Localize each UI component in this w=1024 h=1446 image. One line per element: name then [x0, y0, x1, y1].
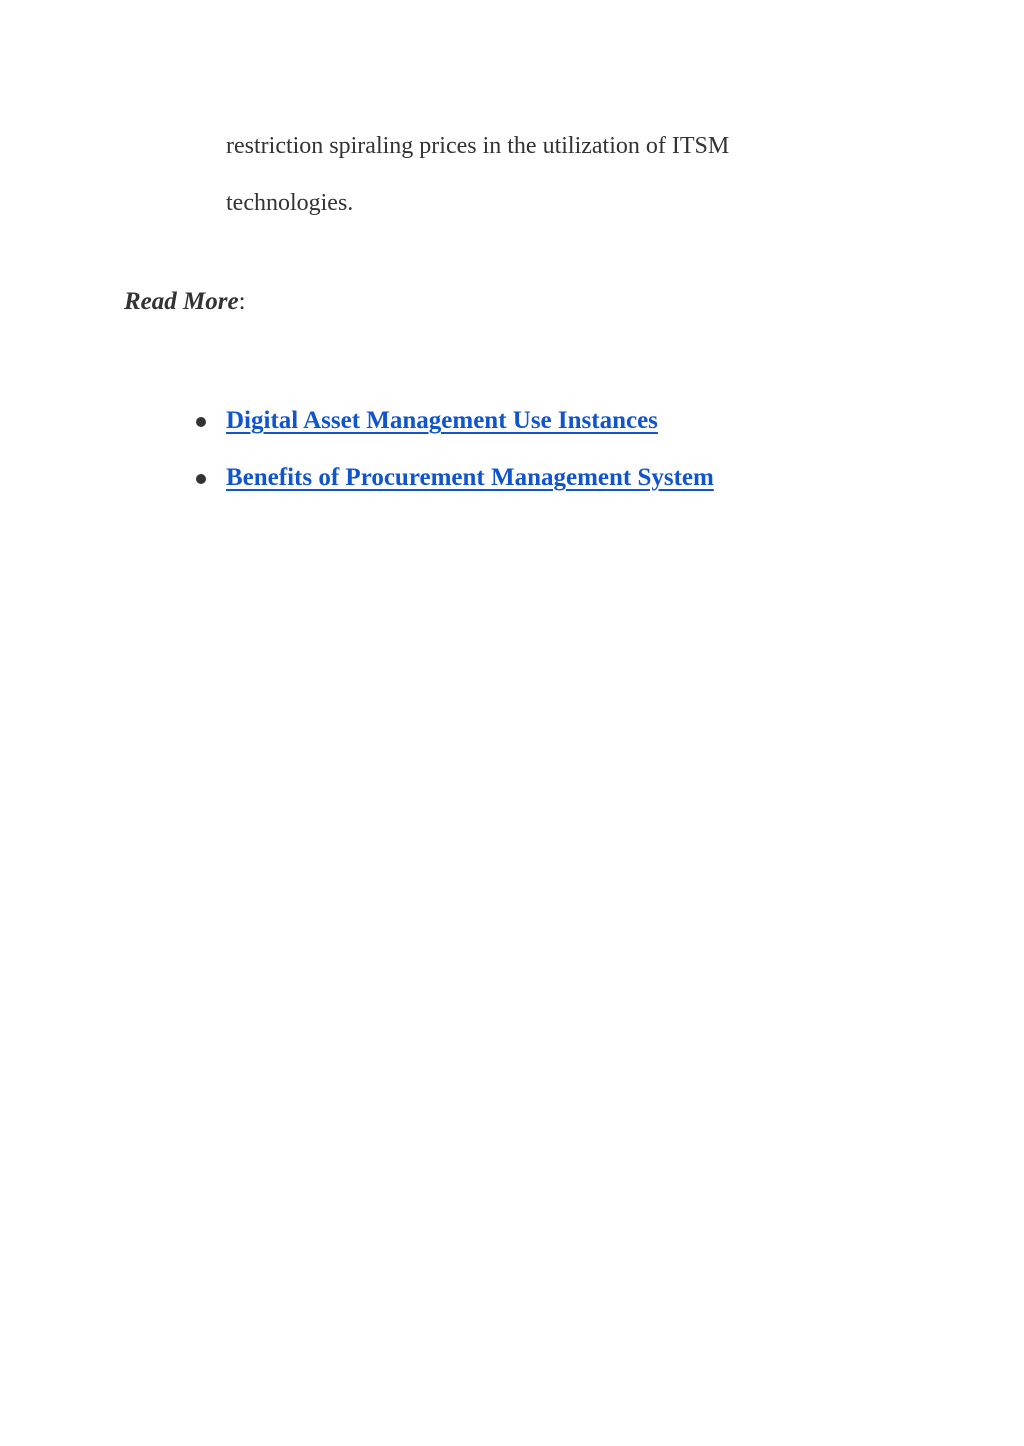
list-item: [194, 400, 974, 457]
read-more-heading: [124, 282, 246, 322]
read-more-colon: :: [238, 288, 246, 315]
bullet-icon: [196, 417, 206, 427]
paragraph-text: [226, 118, 906, 232]
paragraph-line: restriction spiraling prices in the utilization of ITSM: [226, 133, 730, 159]
link-digital-asset-management[interactable]: Digital Asset Management Use Instances: [226, 407, 658, 434]
paragraph-line: technologies.: [226, 190, 354, 216]
link-procurement-management[interactable]: Benefits of Procurement Management System: [226, 464, 714, 491]
read-more-label: Read More: [124, 288, 239, 315]
bullet-icon: [196, 474, 206, 484]
list-item: [194, 457, 974, 514]
related-links-list: [194, 400, 974, 514]
